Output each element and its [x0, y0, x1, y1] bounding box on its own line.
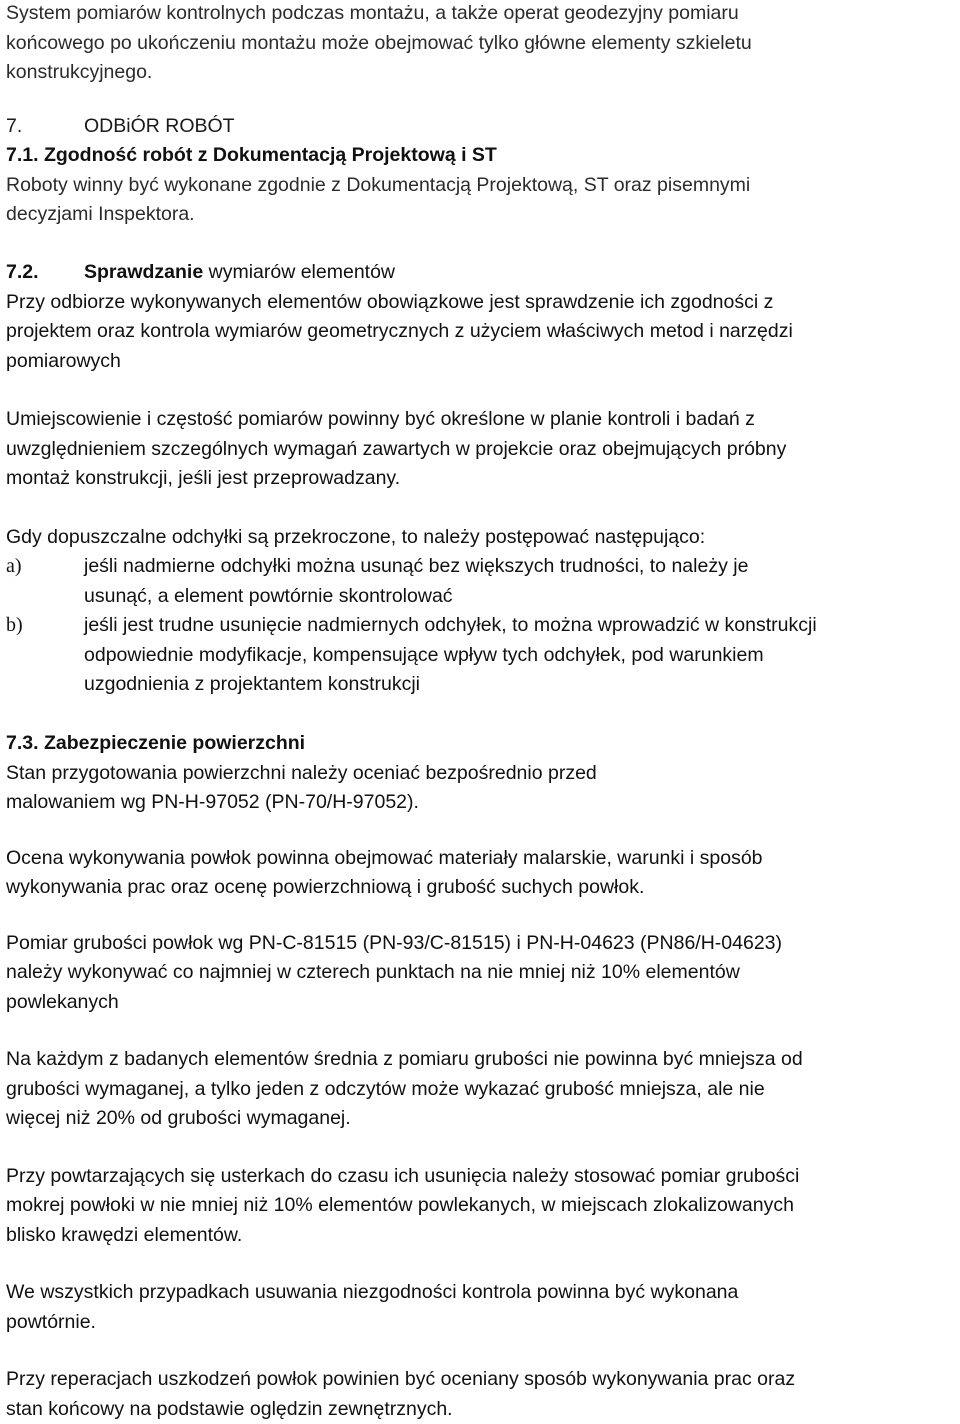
section-7-3-paragraph-4 — [6, 1045, 958, 1134]
paragraph-line: grubości wymaganej, a tylko jeden z odczytów może wykazać grubość mniejsza, ale nie — [6, 1077, 765, 1100]
paragraph-line: pomiarowych — [6, 349, 121, 372]
section-7-3-paragraph-3 — [6, 929, 958, 1018]
section-7-3-heading: 7.3. Zabezpieczenie powierzchni — [6, 732, 306, 754]
deviation-list — [6, 552, 958, 700]
list-item-line: jeśli jest trudne usunięcie nadmiernych odchyłek, to można wprowadzić w konstrukcji — [84, 614, 817, 636]
paragraph-line: montaż konstrukcji, jeśli jest przeprowadzany. — [6, 467, 401, 489]
section-7-2-number: 7.2. — [6, 261, 39, 283]
list-item-line: jeśli nadmierne odchyłki można usunąć bez większych trudności, to należy je — [84, 555, 749, 577]
paragraph-line: należy wykonywać co najmniej w czterech punktach na nie mniej niż 10% elementów — [6, 961, 740, 983]
paragraph-line: Pomiar grubości powłok wg PN-C-81515 (PN-93/C-81515) i PN-H-04623 (PN86/H-04623) — [6, 931, 783, 954]
section-7-2-title-rest: wymiarów elementów — [203, 261, 396, 283]
section-7-3-paragraph-7 — [6, 1365, 958, 1424]
list-item-line: uzgodnienia z projektantem konstrukcji — [84, 673, 421, 695]
intro-line-2: końcowego po ukończeniu montażu może obejmować tylko główne elementy szkieletu — [6, 31, 752, 54]
section-7-1-line-2: decyzjami Inspektora. — [6, 203, 195, 225]
section-7-2-paragraph-3: Gdy dopuszczalne odchyłki są przekroczone, to należy postępować następująco: — [6, 525, 706, 548]
intro-line-3: konstrukcyjnego. — [6, 61, 153, 83]
paragraph-line: stan końcowy na podstawie oględzin zewnętrznych. — [6, 1397, 453, 1420]
section-7-2 — [6, 258, 958, 700]
paragraph-line: We wszystkich przypadkach usuwania niezgodności kontrola powinna być wykonana — [6, 1281, 739, 1303]
paragraph-line: Stan przygotowania powierzchni należy oceniać bezpośrednio przed — [6, 761, 597, 784]
paragraph-line: uwzględnieniem szczególnych wymagań zawartych w projekcie oraz obejmujących próbny — [6, 437, 787, 460]
section-7-1-heading: 7.1. Zgodność robót z Dokumentacją Projektową i ST — [6, 144, 497, 166]
section-7-number: 7. — [6, 115, 23, 137]
paragraph-line: Przy powtarzających się usterkach do czasu ich usunięcia należy stosować pomiar grubości — [6, 1164, 800, 1187]
paragraph-line: więcej niż 20% od grubości wymaganej. — [6, 1107, 351, 1129]
paragraph-line: mokrej powłoki w nie mniej niż 10% elementów powlekanych, w miejscach zlokalizowanych — [6, 1194, 794, 1216]
section-7-2-paragraph-2 — [6, 405, 958, 494]
paragraph-line: Przy odbiorze wykonywanych elementów obowiązkowe jest sprawdzenie ich zgodności z — [6, 290, 774, 313]
list-item-line: usunąć, a element powtórnie skontrolować — [84, 584, 453, 607]
list-item-b — [6, 611, 958, 700]
paragraph-line: wykonywania prac oraz ocenę powierzchniową i grubość suchych powłok. — [6, 876, 645, 898]
paragraph-line: projektem oraz kontrola wymiarów geometrycznych z użyciem właściwych metod i narzędzi — [6, 320, 793, 342]
list-marker-a: a) — [6, 555, 22, 577]
intro-line-1: System pomiarów kontrolnych podczas montażu, a także operat geodezyjny pomiaru — [6, 2, 739, 24]
paragraph-line: Przy reperacjach uszkodzeń powłok powinien być oceniany sposób wykonywania prac oraz — [6, 1368, 796, 1390]
section-7-2-heading — [6, 258, 958, 288]
section-7-3-paragraph-1 — [6, 759, 958, 818]
paragraph-line: malowaniem wg PN-H-97052 (PN-70/H-97052). — [6, 791, 419, 813]
section-7-3-paragraph-2 — [6, 844, 958, 903]
section-7-3-paragraph-6 — [6, 1278, 958, 1337]
section-7-heading — [6, 112, 235, 142]
intro-paragraph — [6, 0, 752, 88]
section-7-1 — [6, 141, 750, 230]
section-7-2-title-bold: Sprawdzanie — [84, 261, 204, 283]
paragraph-line: blisko krawędzi elementów. — [6, 1223, 243, 1246]
paragraph-line: Ocena wykonywania powłok powinna obejmować materiały malarskie, warunki i sposób — [6, 846, 763, 869]
paragraph-line: Umiejscowienie i częstość pomiarów powinny być określone w planie kontroli i badań z — [6, 408, 755, 430]
section-7-2-paragraph-1 — [6, 288, 958, 377]
list-item-a — [6, 552, 958, 611]
paragraph-line: powtórnie. — [6, 1310, 96, 1333]
section-7-1-line-1: Roboty winny być wykonane zgodnie z Dokumentacją Projektową, ST oraz pisemnymi — [6, 173, 751, 196]
paragraph-line: powlekanych — [6, 990, 119, 1013]
list-marker-b: b) — [6, 614, 23, 636]
section-7-title: ODBiÓR ROBÓT — [84, 115, 235, 137]
list-item-line: odpowiednie modyfikacje, kompensujące wpływ tych odchyłek, pod warunkiem — [84, 643, 764, 666]
section-7-3 — [6, 729, 958, 1424]
paragraph-line: Na każdym z badanych elementów średnia z pomiaru grubości nie powinna być mniejsza od — [6, 1048, 803, 1070]
section-7-3-paragraph-5 — [6, 1162, 958, 1251]
